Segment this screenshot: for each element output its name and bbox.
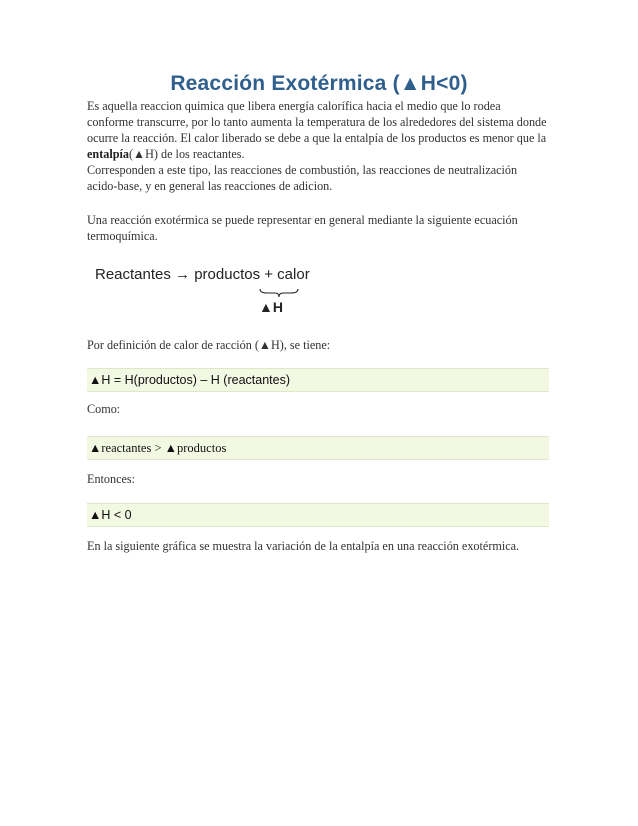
intro-part2: (▲H) de los reactantes. [128,147,245,161]
formula-box-2: ▲reactantes > ▲productos [87,436,549,460]
closing-text: En la siguiente gráfica se muestra la variación de la entalpía en una reacción exotérmica. [87,539,520,553]
intro-line2: Corresponden a este tipo, las reacciones de combustión, las reacciones de neutralización acido-base, y en general las reacciones de adicion. [87,163,518,193]
como-text: Como: [87,402,121,416]
equation-intro: Una reacción exotérmica se puede representar en general mediante la siguiente ecuación termoquímica. [87,213,518,243]
formula-box-3: ▲H < 0 [87,503,549,527]
equation-line: Reactantes → productos + calor [95,266,310,283]
delta-h-symbol: ▲H [259,299,283,315]
entonces-text: Entonces: [87,472,136,486]
curly-brace-icon [259,288,299,298]
entalpia-bold: entalpía [87,147,129,161]
intro-paragraph [87,98,549,194]
intro-text [87,98,549,162]
page-title: Reacción Exotérmica (▲H<0) [170,72,468,95]
thermochemical-equation-image [95,266,315,316]
intro-part1: Es aquella reaccion quimica que libera energía calorífica hacia el medio que lo rodea conforme transcurre, por lo tanto aumenta la temperatura de los alrededores del sistema donde ocurre la reacción. El calor liberado se debe a que la entalpía de los productos es menor que la [87,99,547,145]
definition-text: Por definición de calor de racción (▲H), se tiene: [87,338,331,352]
formula-box-1: ▲H = H(productos) – H (reactantes) [87,368,549,392]
